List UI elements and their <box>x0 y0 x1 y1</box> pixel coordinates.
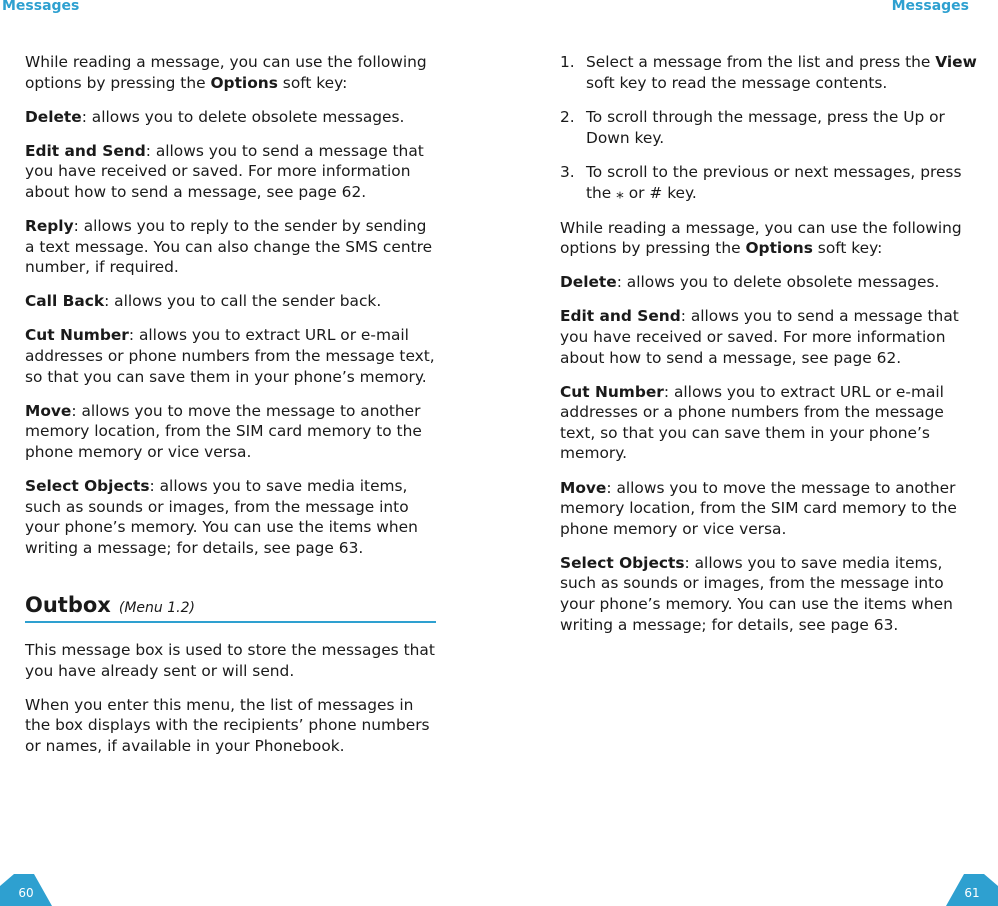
section-title: Outbox <box>25 593 111 618</box>
option-cut-number: Cut Number: allows you to extract URL or e-mail addresses or phone numbers from the message text, so that you can save them in your phone’s memory. <box>25 326 435 386</box>
section-menu-ref: (Menu 1.2) <box>118 600 195 617</box>
step-item: 3. To scroll to the previous or next messages, press the ⁎ or # key. <box>560 163 962 202</box>
option-reply: Reply: allows you to reply to the sender by sending a text message. You can also change the SMS centre number, if required. <box>25 217 433 277</box>
step-item: 2. To scroll through the message, press the Up or Down key. <box>560 108 945 147</box>
page-number: 61 <box>964 886 980 900</box>
option-call-back: Call Back: allows you to call the sender back. <box>25 292 382 311</box>
option-select-objects: Select Objects: allows you to save media items, such as sounds or images, from the message into your phone’s memory. You can use the items when writing a message; for details, see page 63. <box>560 553 953 634</box>
option-edit-and-send: Edit and Send: allows you to send a message that you have received or saved. For more information about how to send a message, see page 62. <box>560 307 959 367</box>
option-select-objects: Select Objects: allows you to save media items, such as sounds or images, from the message into your phone’s memory. You can use the items when writing a message; for details, see page 63. <box>25 477 418 557</box>
right-page <box>499 0 998 906</box>
options-intro: While reading a message, you can use the following options by pressing the Options soft key: <box>25 53 427 92</box>
running-header: Messages <box>2 0 80 14</box>
right-page-content <box>560 52 980 649</box>
hash-key-icon: # <box>649 183 663 202</box>
options-intro: While reading a message, you can use the following options by pressing the Options soft key: <box>560 218 962 258</box>
page-number-tab <box>946 874 998 906</box>
view-key-label: View <box>935 53 977 71</box>
options-key-label: Options <box>745 239 813 258</box>
option-delete: Delete: allows you to delete obsolete messages. <box>25 107 405 126</box>
outbox-paragraph: When you enter this menu, the list of messages in the box displays with the recipients’ phone numbers or names, if available in your Phonebook. <box>25 695 430 755</box>
steps-list <box>560 52 980 204</box>
option-cut-number: Cut Number: allows you to extract URL or e-mail addresses or a phone numbers from the message text, so that you can save them in your phone’s memory. <box>560 382 944 463</box>
left-page-content <box>25 52 440 770</box>
star-key-icon: ⁎ <box>616 183 624 202</box>
page-number-tab <box>0 874 52 906</box>
options-key-label: Options <box>210 73 278 92</box>
running-header: Messages <box>891 0 969 14</box>
outbox-paragraph: This message box is used to store the messages that you have already sent or will send. <box>25 640 435 680</box>
option-move: Move: allows you to move the message to another memory location, from the SIM card memory to the phone memory or vice versa. <box>25 401 422 461</box>
section-heading-outbox <box>25 595 436 623</box>
option-move: Move: allows you to move the message to another memory location, from the SIM card memory to the phone memory or vice versa. <box>560 478 957 538</box>
option-delete: Delete: allows you to delete obsolete messages. <box>560 273 940 292</box>
step-item: 1. Select a message from the list and press the View soft key to read the message contents. <box>560 53 977 92</box>
page-number: 60 <box>18 886 34 900</box>
option-edit-and-send: Edit and Send: allows you to send a message that you have received or saved. For more information about how to send a message, see page 62. <box>25 141 424 201</box>
